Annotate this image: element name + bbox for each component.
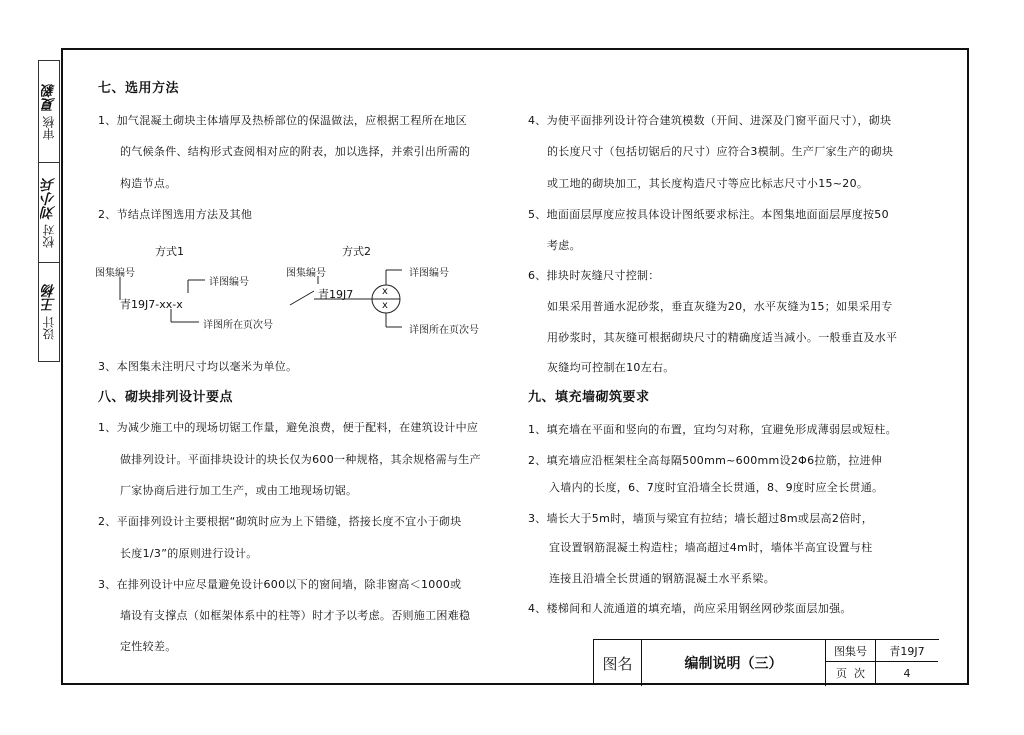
method2-symbol-bottom: x — [382, 300, 388, 311]
s8-p1-line2: 做排列设计。平面排块设计的块长仅为600一种规格，其余规格需与生产 — [120, 453, 481, 466]
method2-code: 青19J7 — [318, 288, 354, 301]
s_right-p4-line3: 或工地的砌块加工，其长度构造尺寸等应比标志尺寸小15~20。 — [547, 177, 869, 190]
method2-symbol-top: x — [382, 286, 388, 297]
s8-p3-line3: 定性较差。 — [120, 640, 177, 653]
method1-detail-label: 详图编号 — [209, 277, 249, 288]
s7-p1-line3: 构造节点。 — [120, 177, 177, 190]
s7-p2: 2、节结点详图选用方法及其他 — [98, 208, 253, 221]
s_right-p6-line3: 用砂浆时，其灰缝可根据砌块尺寸的精确度适当减小。一般垂直及水平 — [547, 331, 898, 344]
s8-p2-line1: 2、平面排列设计主要根据“砌筑时应为上下错缝，搭接长度不宜小于砌块 — [98, 515, 462, 528]
s_right-p6-line4: 灰缝均可控制在10左右。 — [547, 361, 675, 374]
method1-title: 方式1 — [155, 245, 184, 258]
title-block-page-value: 4 — [903, 666, 911, 680]
section-9-title: 九、填充墙砌筑要求 — [528, 390, 650, 405]
s9-p2-line2: 入墙内的长度，6、7度时宜沿墙全长贯通，8、9度时应全长贯通。 — [549, 481, 884, 494]
method1-code: 青19J7-xx-x — [120, 298, 183, 311]
s_right-p4-line2: 的长度尺寸（包括切锯后的尺寸）应符合3模制。生产厂家生产的砌块 — [547, 145, 894, 158]
s9-p3-line2: 宜设置钢筋混凝土构造柱；墙高超过4m时，墙体半高宜设置与柱 — [549, 541, 873, 554]
section-7-title: 七、选用方法 — [98, 81, 180, 96]
s9-p3-line1: 3、墙长大于5m时，墙顶与梁宜有拉结；墙长超过8m或层高2倍时， — [528, 512, 874, 525]
title-block-name-value: 编制说明（三） — [642, 640, 826, 686]
method1-page-label: 详图所在页次号 — [203, 320, 273, 331]
section-8-title: 八、砌块排列设计要点 — [98, 390, 234, 405]
s_right-p5-line2: 考虑。 — [547, 239, 581, 252]
method2-atlas-label: 图集编号 — [286, 268, 326, 279]
signoff-label-review: 审核 — [42, 115, 56, 140]
signoff-signature-review: 夏毅 — [41, 83, 57, 112]
s8-p1-line3: 厂家协商后进行加工生产，或由工地现场切锯。 — [120, 484, 358, 497]
title-block-page-label: 页 次 — [826, 662, 876, 684]
s7-p1-line1: 1、加气混凝土砌块主体墙厚及热桥部位的保温做法，应根据工程所在地区 — [98, 114, 467, 127]
method2-title: 方式2 — [342, 245, 371, 258]
s9-p2-line1: 2、填充墙应沿框架柱全高每隔500mm~600mm设2Φ6拉筋，拉进伸 — [528, 454, 883, 467]
s9-p1: 1、填充墙在平面和竖向的布置，宜均匀对称，宜避免形成薄弱层或短柱。 — [528, 423, 897, 436]
title-block — [593, 639, 939, 685]
title-block-name-label: 图名 — [594, 640, 642, 686]
s8-p3-line1: 3、在排列设计中应尽量避免设计600以下的窗间墙，除非窗高＜1000或 — [98, 578, 462, 591]
s7-p3: 3、本图集未注明尺寸均以毫米为单位。 — [98, 360, 298, 373]
s_right-p6-line2: 如果采用普通水泥砂浆，垂直灰缝为20，水平灰缝为15；如果采用专 — [547, 300, 893, 313]
method2-page-label: 详图所在页次号 — [409, 325, 479, 336]
s9-p4: 4、楼梯间和人流通道的填充墙，尚应采用钢丝网砂浆面层加强。 — [528, 602, 852, 615]
s_right-p6-line1: 6、排块时灰缝尺寸控制： — [528, 269, 660, 282]
method1-atlas-label: 图集编号 — [95, 268, 135, 279]
s8-p3-line2: 墙设有支撑点（如框架体系中的柱等）时才予以考虑。否则施工困难稳 — [120, 609, 471, 622]
s_right-p5-line1: 5、地面面层厚度应按具体设计图纸要求标注。本图集地面面层厚度按50 — [528, 208, 889, 221]
s7-p1-line2: 的气候条件、结构形式查阅相对应的附表，加以选择，并索引出所需的 — [120, 145, 471, 158]
method2-detail-label: 详图编号 — [409, 268, 449, 279]
title-block-atlas-label: 图集号 — [826, 640, 876, 662]
s8-p2-line2: 长度1/3”的原则进行设计。 — [120, 547, 258, 560]
signoff-label-check: 校对 — [42, 223, 56, 248]
s_right-p4-line1: 4、为使平面排列设计符合建筑模数（开间、进深及门窗平面尺寸），砌块 — [528, 114, 892, 127]
signoff-label-design: 设计 — [42, 315, 56, 340]
s9-p3-line3: 连接且沿墙全长贯通的钢筋混凝土水平系梁。 — [549, 572, 775, 585]
signoff-signature-check: 刘小兵 — [41, 177, 57, 220]
title-block-atlas-value: 青19J7 — [876, 640, 938, 662]
signoff-signature-design: 王杨 — [41, 284, 57, 313]
s8-p1-line1: 1、为减少施工中的现场切锯工作量，避免浪费，便于配料，在建筑设计中应 — [98, 421, 479, 434]
